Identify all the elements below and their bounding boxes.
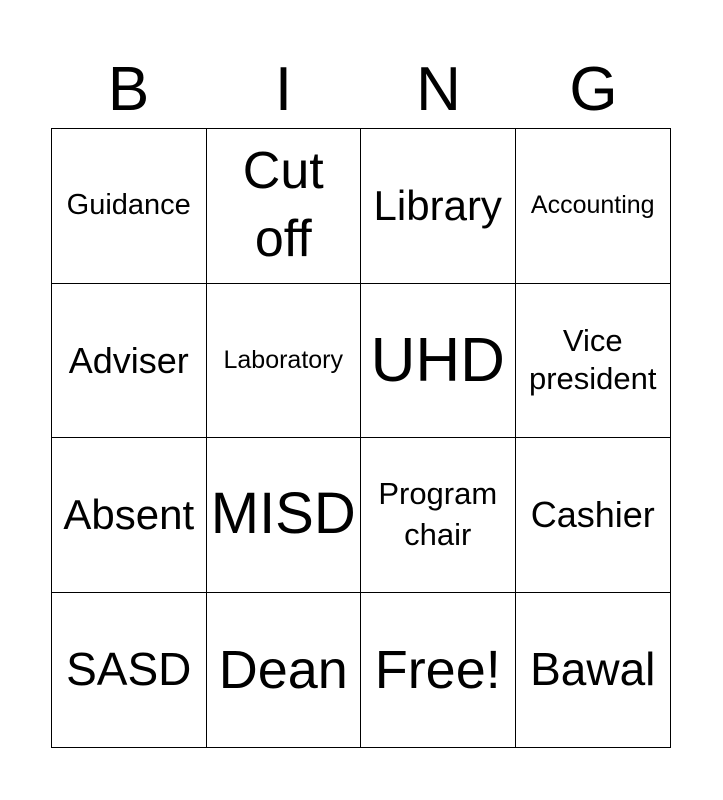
bingo-cell-bawal[interactable] [516,593,671,748]
bingo-cell-guidance[interactable] [52,129,207,284]
cell-label: Dean [218,639,348,700]
header-letter-i: I [274,55,293,124]
bingo-cell-cut-off[interactable] [207,129,362,284]
bingo-cell-absent[interactable] [52,438,207,593]
cell-label: Guidance [66,189,191,222]
bingo-cell-vice-president[interactable] [516,284,671,439]
bingo-cell-accounting[interactable] [516,129,671,284]
header-letter-g: G [569,55,618,124]
cell-label: SASD [66,643,192,696]
cell-label: Cut off [242,142,324,268]
cell-label: Cashier [530,494,655,536]
bingo-cell-free[interactable] [361,593,516,748]
cell-label: Free! [374,639,501,700]
bingo-cell-laboratory[interactable] [207,284,362,439]
bingo-cell-sasd[interactable] [52,593,207,748]
bingo-cell-cashier[interactable] [516,438,671,593]
cell-label: Accounting [530,191,655,220]
bingo-board [51,128,671,748]
cell-label: Laboratory [223,345,344,374]
cell-label: Library [373,181,502,229]
bingo-header [51,52,671,128]
bingo-cell-misd[interactable] [207,438,362,593]
bingo-cell-uhd[interactable] [361,284,516,439]
cell-label: Bawal [530,643,656,696]
cell-label: Program chair [378,476,498,552]
cell-label: Absent [63,490,195,538]
cell-label: MISD [210,481,356,547]
cell-label: UHD [370,325,505,395]
cell-label: Vice president [528,322,657,397]
bingo-cell-library[interactable] [361,129,516,284]
bingo-cell-adviser[interactable] [52,284,207,439]
header-letter-n: N [416,55,461,124]
bingo-cell-program-chair[interactable] [361,438,516,593]
cell-label: Adviser [68,339,189,381]
bingo-cell-dean[interactable] [207,593,362,748]
header-letter-b: B [107,55,150,124]
